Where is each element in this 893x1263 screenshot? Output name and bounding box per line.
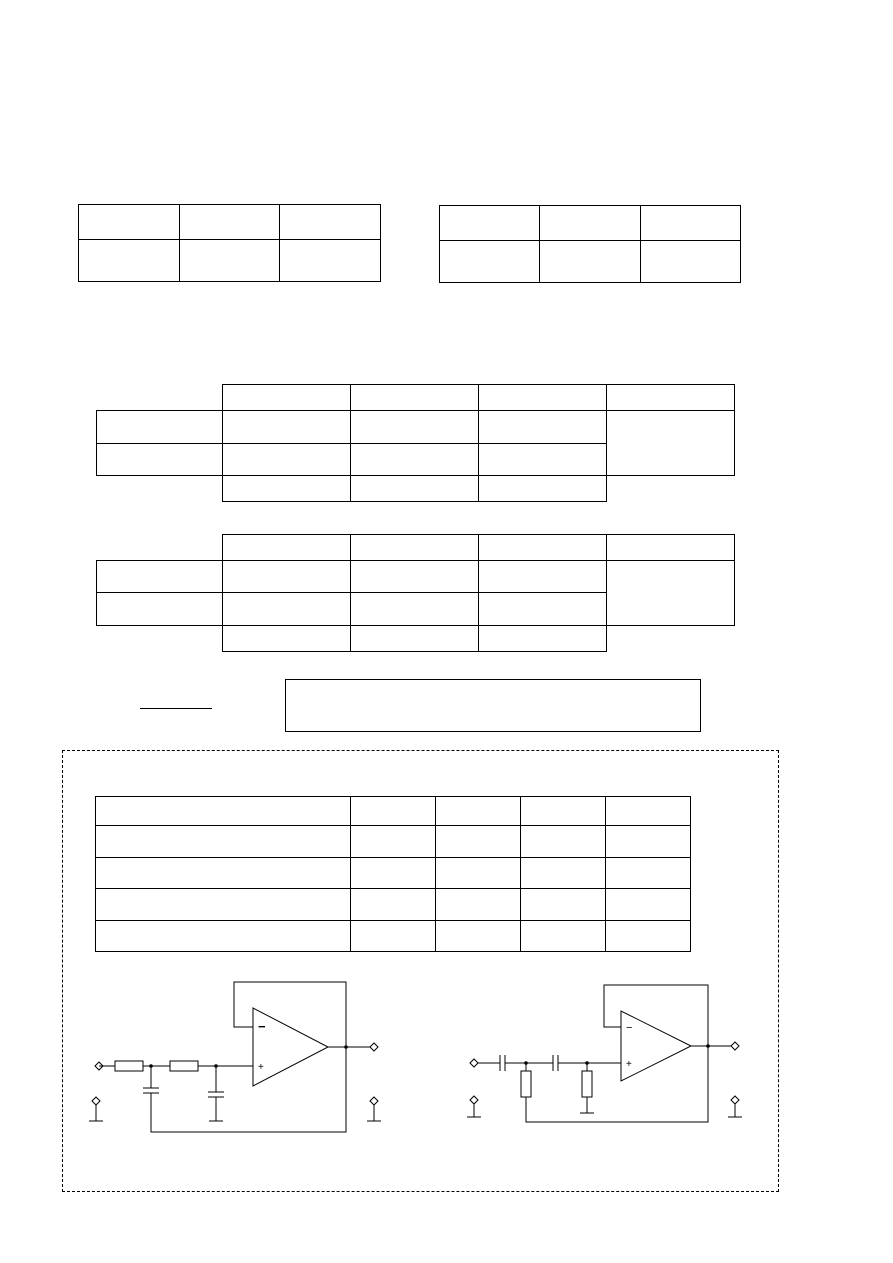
input-terminal-icon [470,1059,478,1067]
ground-terminal-icon [731,1096,739,1104]
feedback-wire [604,985,708,1046]
op-amp-noninverting-pin: + [258,1062,264,1073]
op-amp-noninverting-pin: + [626,1059,632,1070]
resistor-icon [582,1071,592,1097]
ground-terminal-icon [470,1096,478,1104]
resistor-icon [521,1071,531,1097]
op-amp-inverting-pin: − [258,1019,266,1034]
op-amp-inverting-pin: − [626,1022,633,1034]
output-terminal-icon [731,1042,739,1050]
